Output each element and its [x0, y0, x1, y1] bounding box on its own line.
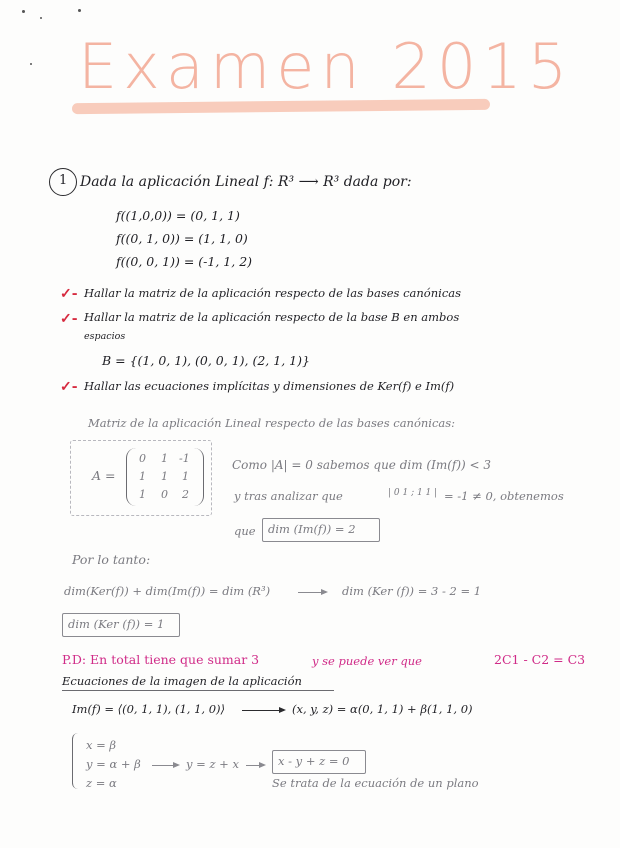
dim-ker-result: dim (Ker (f)) = 1 [68, 617, 165, 631]
check-icon: ✓- [60, 311, 78, 327]
pd-note-b: y se puede ver que [312, 654, 422, 668]
base-b: B = {(1, 0, 1), (0, 0, 1), (2, 1, 1)} [102, 353, 310, 368]
matrix-cell: 1 [182, 470, 189, 483]
matrix-label: A = [92, 468, 116, 483]
exercise-statement: Dada la aplicación Lineal f: R³ ⟶ R³ dada por: [80, 174, 412, 190]
arrow-icon [152, 765, 178, 766]
image-heading: Ecuaciones de la imagen de la aplicación [62, 674, 302, 688]
pd-note-c: 2C1 - C2 = C3 [494, 652, 586, 667]
matrix-cell: 1 [161, 470, 168, 483]
plane-note: Se trata de la ecuación de un plano [272, 776, 479, 790]
det-note-3a: que [234, 524, 256, 538]
det-note-1: Como |A| = 0 sabemos que dim (Im(f)) < 3 [232, 458, 492, 472]
det-note-2a: y tras analizar que [234, 489, 343, 503]
arrow-icon [298, 592, 326, 593]
matrix-a [126, 448, 204, 506]
arrow-icon [246, 765, 264, 766]
task-3: Hallar las ecuaciones implícitas y dimensiones de Ker(f) e Im(f) [84, 379, 455, 393]
page-title: Examen 2015 [78, 30, 574, 103]
matrix-cell: 2 [182, 488, 189, 501]
det-note-minor: | 0 1 ; 1 1 | [388, 488, 438, 498]
matrix-cell: -1 [179, 452, 190, 465]
arrow-icon [242, 710, 284, 711]
det-note-2b: = -1 ≠ 0, obtenemos [444, 489, 564, 503]
implicit-equation: x - y + z = 0 [278, 754, 350, 768]
image-e3: f((0, 0, 1)) = (-1, 1, 2) [116, 254, 253, 269]
image-param-vector: (x, y, z) = α(0, 1, 1) + β(1, 1, 0) [292, 702, 473, 716]
check-icon: ✓- [60, 379, 78, 395]
matrix-cell: 1 [161, 452, 168, 465]
task-1: Hallar la matriz de la aplicación respecto de las bases canónicas [84, 286, 462, 300]
check-icon: ✓- [60, 286, 78, 302]
param-z: z = α [86, 776, 117, 790]
task-2-continuation: espacios [84, 331, 126, 342]
dim-equation: dim(Ker(f)) + dim(Im(f)) = dim (R³) [64, 584, 271, 598]
matrix-cell: 1 [139, 488, 146, 501]
system-brace [72, 733, 79, 789]
matrix-cell: 1 [139, 470, 146, 483]
dim-im-result: dim (Im(f)) = 2 [268, 522, 356, 536]
param-x: x = β [86, 738, 117, 752]
paper-speck [22, 10, 25, 13]
param-y: y = α + β [86, 757, 141, 771]
heading-underline [62, 690, 334, 691]
task-2: Hallar la matriz de la aplicación respecto de la base B en ambos [84, 310, 460, 324]
paper-speck [40, 17, 42, 19]
paper-speck [78, 9, 81, 12]
dim-ker-calc: dim (Ker (f)) = 3 - 2 = 1 [342, 584, 482, 598]
pd-note-a: P.D: En total tiene que sumar 3 [62, 652, 260, 667]
therefore-label: Por lo tanto: [72, 552, 151, 567]
exercise-number: 1 [59, 173, 68, 188]
paper-speck [30, 63, 32, 65]
image-e1: f((1,0,0)) = (0, 1, 1) [116, 208, 240, 223]
implicit-mid: y = z + x [186, 757, 239, 771]
image-span: Im(f) = ⟨(0, 1, 1), (1, 1, 0)⟩ [72, 702, 225, 716]
image-e2: f((0, 1, 0)) = (1, 1, 0) [116, 231, 248, 246]
matrix-cell: 0 [161, 488, 168, 501]
matrix-heading: Matriz de la aplicación Lineal respecto de las bases canónicas: [88, 416, 456, 430]
matrix-cell: 0 [139, 452, 146, 465]
